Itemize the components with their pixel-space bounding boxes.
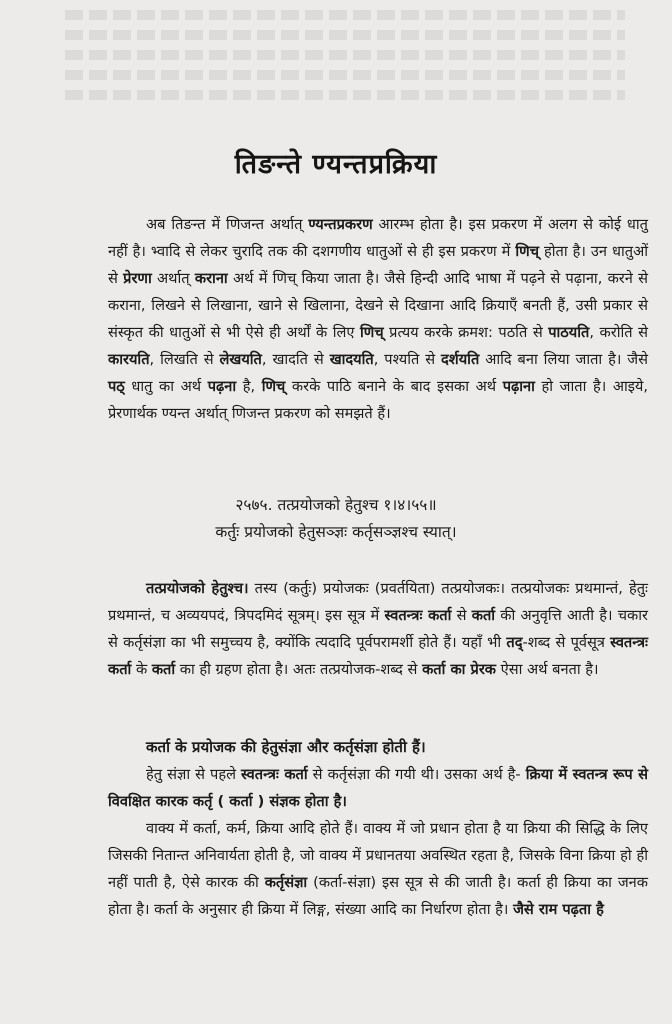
text-run: अर्थ में णिच् किया जाता है। जैसे हिन्दी आदि भाषा में पढ़ने से पढ़ाना, करने से कराना, लिखने से लिखाना, खाने से खिलाना, देखने से दिखाना आदि क्रियाएँ बनती हैं, उसी प्रकार से संस्कृत की धातुओं से भी ऐसे ही अर्थों के लिए [108, 269, 648, 341]
bold-term: णिच् [360, 323, 384, 341]
text-run: से [451, 606, 472, 624]
bold-term: कराना [194, 269, 228, 287]
text-run: , करोति से [589, 323, 648, 341]
text-run: से कर्तृसंज्ञा की गयी थी। उसका अर्थ है- [307, 766, 526, 783]
bold-term: कर्ता [471, 606, 496, 624]
text-run: आरम्भ होता है। इस प्रकरण में अलग से कोई धातु नहीं है। भ्वादि से लेकर चुरादि तक की दशगणीय धातुओं से ही इस प्रकरण में [108, 215, 648, 260]
bold-term: पढ़ना [207, 377, 237, 395]
bold-term: ण्यन्तप्रकरण [308, 215, 373, 233]
final-paragraph [108, 815, 648, 923]
text-run: , पश्यति से [373, 350, 442, 368]
text-run: अब तिङन्त में णिजन्त अर्थात् [146, 215, 309, 233]
chapter-title: तिङन्ते ण्यन्तप्रक्रिया [234, 149, 438, 181]
bold-term: दर्शयति [441, 350, 480, 368]
text-run: (कर्ता-संज्ञा) इस सूत्र से की जाती है। कर्ता ही क्रिया का जनक होता है। कर्ता के अनुसार ही क्रिया में लिङ्ग, संख्या आदि का निर्धारण होता है। [108, 874, 648, 918]
explanation-paragraph [108, 761, 648, 815]
text-run: हेतु संज्ञा से पहले [146, 766, 241, 783]
text-run: हो जाता है। आइये, प्रेरणार्थक ण्यन्त अर्थात् णिजन्त प्रकरण को समझते हैं। [108, 377, 649, 422]
bold-term: लेखयति [219, 350, 262, 368]
bold-term: पठ् [108, 377, 125, 395]
explanation-block [108, 734, 648, 923]
bold-term: तत्प्रयोजको हेतुश्च। [146, 579, 249, 597]
commentary-paragraph [108, 575, 648, 683]
text-run: , खादति से [261, 350, 330, 368]
text-run: होता है। उन धातुओं से [108, 242, 648, 287]
bold-term: खादयति [329, 350, 374, 368]
text-run: प्रत्यय करके क्रमश: पठति से [383, 323, 549, 341]
text-run: ऐसा अर्थ बनता है। [496, 660, 599, 678]
text-run: -शब्द से पूर्वसूत्र [522, 633, 611, 651]
bold-term: स्वतन्त्रः कर्ता [384, 606, 452, 624]
text-run: की अनुवृत्ति आती है। चकार से कर्तृसंज्ञा का भी समुच्चय है, क्योंकि त्यदादि पूर्वपरामर्शी होते हैं। यहाँ भी [108, 606, 648, 651]
bold-term: कर्तृसंज्ञा [264, 874, 308, 891]
bold-term: स्वतन्त्रः कर्ता [241, 766, 308, 783]
bold-term: णिच् [515, 242, 539, 260]
bold-term: स्वतन्त्रः कर्ता [108, 633, 648, 678]
sutra-vritti: कर्तुः प्रयोजको हेतुसञ्ज्ञः कर्तृसञ्ज्ञश्च स्यात्। [215, 523, 457, 541]
text-run: करके पाठि बनाने के बाद इसका अर्थ [285, 377, 503, 395]
bold-term: णिच् [261, 377, 286, 395]
text-run: के [131, 660, 152, 678]
text-run: धातु का अर्थ [124, 377, 208, 395]
bold-term: प्रेरणा [123, 269, 152, 287]
meaning-line: कर्ता के प्रयोजक की हेतुसंज्ञा और कर्तृसंज्ञा होती हैं। [146, 738, 426, 756]
bold-term: पाठयति [548, 323, 590, 341]
bold-term: कर्ता [151, 660, 176, 678]
sutra-heading: २५७५. तत्प्रयोजको हेतुश्च १।४।५५॥ [235, 496, 437, 514]
text-run: , लिखति से [149, 350, 220, 368]
bold-term: कारयति [108, 350, 150, 368]
bleed-through-text [65, 0, 625, 110]
text-run: अर्थात् [151, 269, 195, 287]
text-run: तस्य (कर्तुः) प्रयोजकः (प्रवर्तयिता) तत्प्रयोजकः। तत्प्रयोजकः प्रथमान्तं, हेतुः प्रथमान्तं, च अव्ययपदं, त्रिपदमिदं सूत्रम्। इस सूत्र में [108, 579, 648, 624]
bold-term: कर्ता का प्रेरक [422, 660, 496, 678]
bold-term: पढ़ाना [502, 377, 535, 395]
text-run: आदि बना लिया जाता है। जैसे [479, 350, 648, 368]
text-run: है, [236, 377, 262, 395]
bold-term: क्रिया में स्वतन्त्र रूप से विवक्षित कारक कर्तृ ( कर्ता ) संज्ञक होता है। [108, 766, 648, 810]
text-run: का ही ग्रहण होता है। अतः तत्प्रयोजक-शब्द से [175, 660, 423, 678]
bold-term: तद् [506, 633, 523, 651]
bold-term: जैसे राम पढ़ता है [513, 901, 604, 918]
intro-paragraph [108, 211, 648, 427]
text-run: वाक्य में कर्ता, कर्म, क्रिया आदि होते हैं। वाक्य में जो प्रधान होता है या क्रिया की सिद्धि के लिए जिसकी नितान्त अनिवार्यता होती है, जो वाक्य में प्रधानतया अवस्थित रहता है, जिसके विना क्रिया हो ही नहीं पाती है, ऐसे कारक की [108, 820, 648, 891]
